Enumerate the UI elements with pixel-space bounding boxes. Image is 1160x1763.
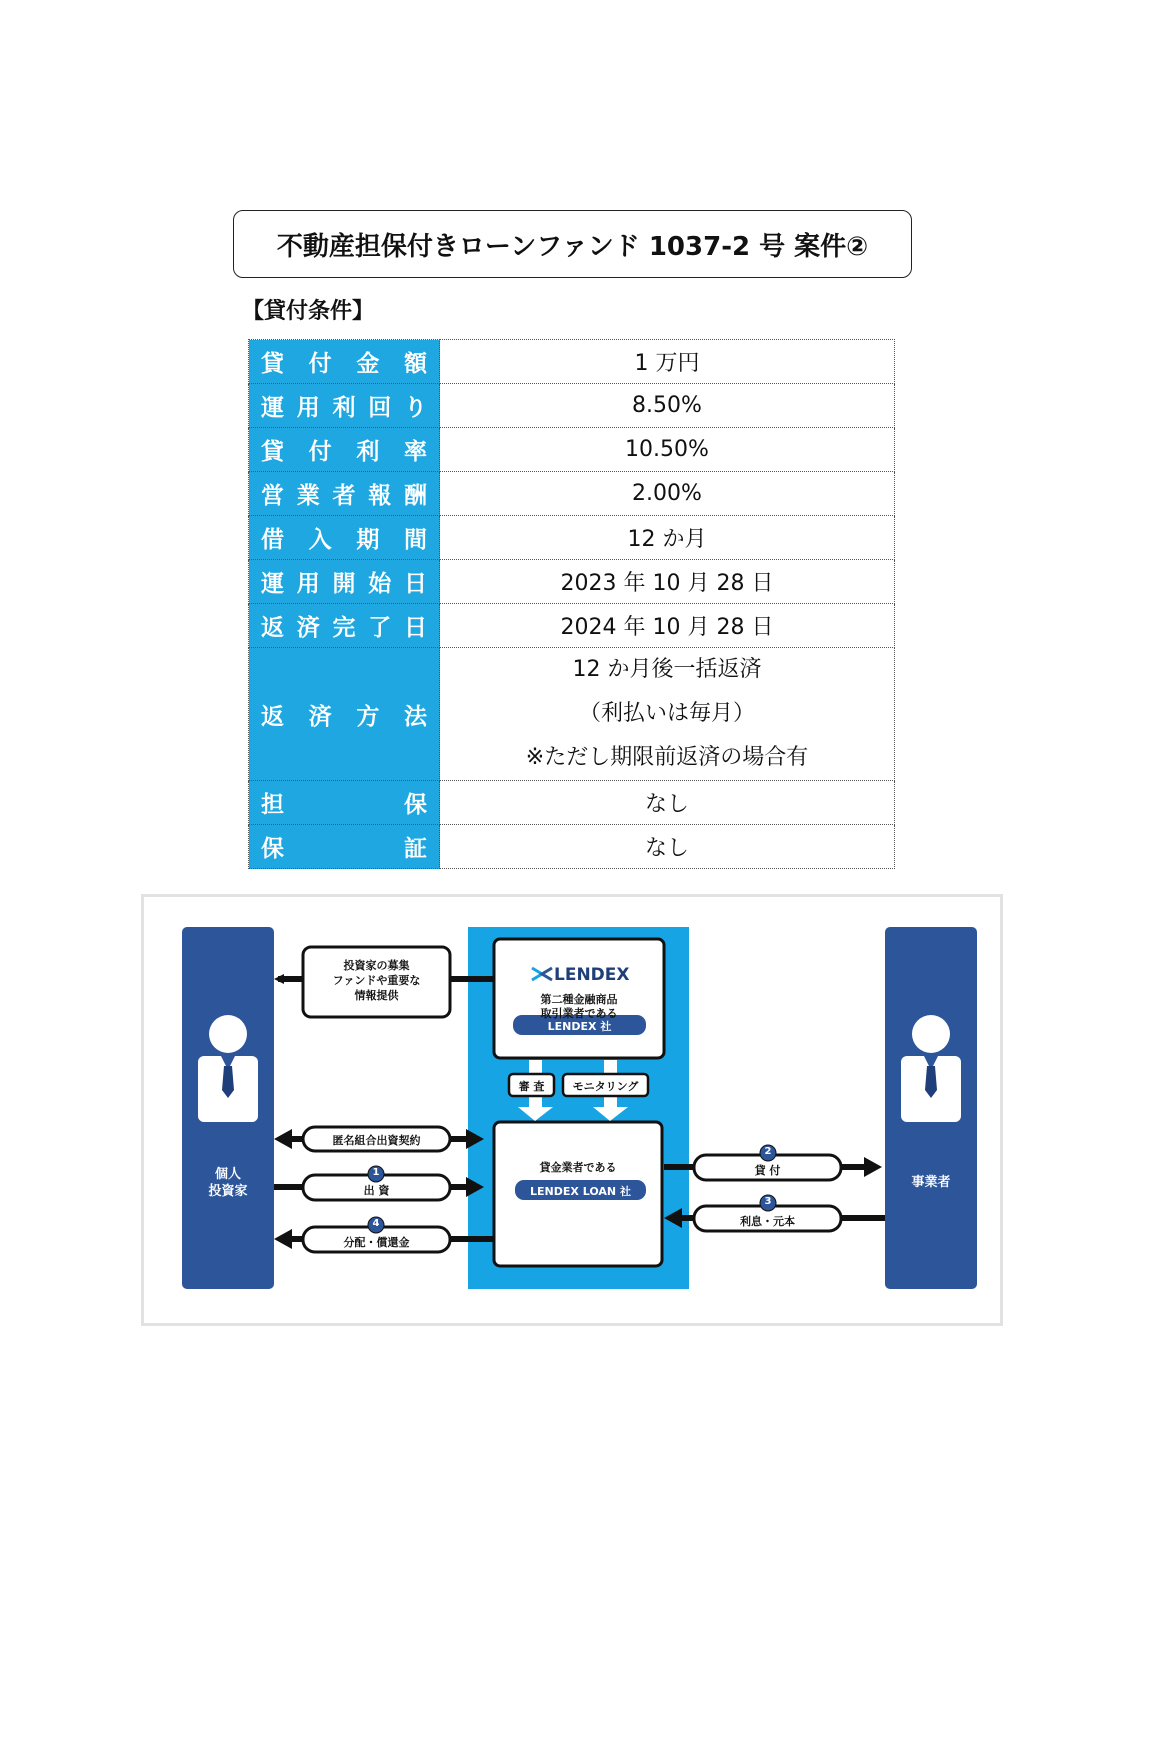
terms-value-line: 12 か月後一括返済: [572, 657, 762, 682]
terms-value: 10.50%: [625, 437, 709, 462]
terms-value-cell: [440, 781, 895, 825]
terms-label-char: 完: [332, 615, 356, 641]
lendex-badge-label: LENDEX 社: [547, 1020, 612, 1033]
terms-row: [249, 384, 895, 428]
terms-row: [249, 472, 895, 516]
page-title: 不動産担保付きローンファンド 1037-2 号 案件②: [233, 210, 912, 278]
terms-label-char: 額: [403, 351, 427, 377]
lendex-desc-2: 取引業者である: [540, 1007, 618, 1020]
terms-value-cell: [440, 516, 895, 560]
terms-label-char: 始: [368, 571, 392, 597]
terms-label-cell: [249, 648, 440, 781]
terms-label-cell: [249, 604, 440, 648]
scheme-diagram: [141, 894, 1003, 1326]
repay-label: 利息・元本: [740, 1215, 795, 1228]
terms-label: [261, 609, 427, 642]
terms-value: 2.00%: [632, 481, 702, 506]
terms-label-cell: [249, 825, 440, 869]
terms-value: 2023 年 10 月 28 日: [560, 571, 774, 596]
terms-value: 1 万円: [634, 351, 700, 376]
distribution-arrow-head: [274, 1229, 292, 1249]
terms-value-cell: [440, 604, 895, 648]
terms-label-char: 証: [404, 836, 427, 862]
terms-label-char: 付: [308, 439, 332, 465]
review-label: 審 査: [518, 1080, 545, 1093]
terms-label: [261, 345, 427, 378]
terms-label-char: 貸: [261, 439, 284, 465]
investor-label-2: 投資家: [208, 1184, 248, 1199]
terms-label-char: 借: [261, 527, 284, 553]
terms-label-char: 運: [261, 395, 284, 421]
terms-label-char: 率: [403, 439, 427, 465]
terms-value: 8.50%: [632, 393, 702, 418]
terms-row: [249, 648, 895, 781]
terms-label-char: 保: [404, 792, 427, 818]
loan-badge-label: LENDEX LOAN 社: [530, 1185, 631, 1198]
terms-label-char: 報: [368, 483, 392, 509]
terms-label-char: 営: [261, 483, 284, 509]
terms-value: 12 か月: [627, 527, 707, 552]
terms-value-line: ※ただし期限前返済の場合有: [525, 745, 809, 770]
terms-label: [261, 786, 427, 819]
terms-label-char: 済: [296, 615, 320, 641]
loan-desc: 貸金業者である: [539, 1161, 617, 1174]
terms-row: [249, 825, 895, 869]
terms-label-char: 用: [296, 571, 320, 597]
terms-label: [261, 389, 427, 422]
terms-label-char: 方: [356, 703, 380, 730]
terms-label: [261, 830, 427, 863]
terms-row: [249, 340, 895, 384]
terms-label: [261, 565, 427, 598]
invest-label: 出 資: [363, 1184, 390, 1197]
terms-label-cell: [249, 516, 440, 560]
terms-value-line: （利払いは毎月）: [578, 701, 755, 726]
terms-label-char: 付: [308, 351, 332, 377]
info-box-line-3: 情報提供: [354, 989, 399, 1002]
terms-label-char: 回: [368, 395, 392, 421]
terms-value: なし: [644, 792, 689, 817]
terms-label-char: 返: [261, 615, 284, 641]
contract-label: 匿名組合出資契約: [332, 1134, 421, 1147]
loan-terms-table: [248, 339, 895, 869]
terms-row: [249, 428, 895, 472]
lend-label: 貸 付: [754, 1164, 781, 1177]
lendex-desc-1: 第二種金融商品: [540, 993, 618, 1006]
terms-label-char: 日: [404, 615, 427, 641]
terms-label-cell: [249, 560, 440, 604]
business-label: 事業者: [911, 1175, 951, 1190]
monitoring-label: モニタリング: [572, 1080, 639, 1093]
terms-label-char: 担: [261, 792, 284, 818]
terms-label-char: 期: [356, 527, 380, 553]
info-box-line-1: 投資家の募集: [343, 959, 410, 972]
terms-label-cell: [249, 472, 440, 516]
repay-step-number: 3: [764, 1196, 772, 1207]
terms-row: [249, 781, 895, 825]
terms-value-cell: [440, 384, 895, 428]
terms-label-char: 金: [356, 351, 380, 377]
distribution-step-number: 4: [372, 1218, 380, 1229]
terms-label-char: 返: [261, 703, 284, 730]
terms-label-char: 貸: [261, 351, 284, 377]
terms-label-char: 利: [356, 439, 380, 465]
terms-value-cell: [440, 340, 895, 384]
terms-row: [249, 560, 895, 604]
terms-label-char: 済: [308, 703, 332, 730]
terms-row: [249, 604, 895, 648]
contract-arrow-left-head: [274, 1129, 292, 1149]
terms-label-char: 運: [261, 571, 284, 597]
terms-label-char: 間: [403, 527, 427, 553]
terms-value: 2024 年 10 月 28 日: [560, 615, 774, 640]
lend-step-number: 2: [764, 1146, 772, 1157]
scheme-diagram-graphic: [144, 897, 1000, 1323]
terms-label-cell: [249, 428, 440, 472]
conditions-heading: 【貸付条件】: [242, 299, 375, 324]
terms-label-char: 開: [332, 571, 356, 597]
terms-label-char: 者: [332, 483, 356, 509]
distribution-label: 分配・償還金: [343, 1236, 410, 1249]
info-box-line-2: ファンドや重要な: [332, 974, 421, 987]
terms-label-char: 利: [332, 395, 356, 421]
terms-label-char: 酬: [404, 483, 427, 509]
terms-label-char: 用: [296, 395, 320, 421]
lend-arrow-head: [864, 1157, 882, 1177]
terms-label-char: 業: [296, 483, 320, 509]
terms-label-cell: [249, 384, 440, 428]
terms-label-char: 保: [261, 836, 284, 862]
lendex-brand: LENDEX: [554, 965, 630, 985]
terms-label-char: 入: [308, 527, 332, 553]
terms-value-cell: [440, 472, 895, 516]
invest-step-number: 1: [372, 1167, 380, 1178]
terms-label: [261, 521, 427, 554]
terms-label-char: り: [404, 395, 427, 421]
terms-label-char: 了: [368, 615, 392, 641]
terms-label-char: 法: [403, 703, 427, 730]
terms-label-cell: [249, 340, 440, 384]
terms-label: [261, 477, 427, 510]
terms-value-cell: [440, 428, 895, 472]
terms-label-char: 日: [404, 571, 427, 597]
terms-value-cell: [440, 560, 895, 604]
terms-row: [249, 516, 895, 560]
investor-label-1: 個人: [214, 1167, 241, 1182]
terms-value-cell: [440, 825, 895, 869]
terms-label: [261, 698, 427, 731]
terms-label-cell: [249, 781, 440, 825]
terms-value: なし: [644, 836, 689, 861]
terms-label: [261, 433, 427, 466]
terms-value-cell: [440, 648, 895, 781]
